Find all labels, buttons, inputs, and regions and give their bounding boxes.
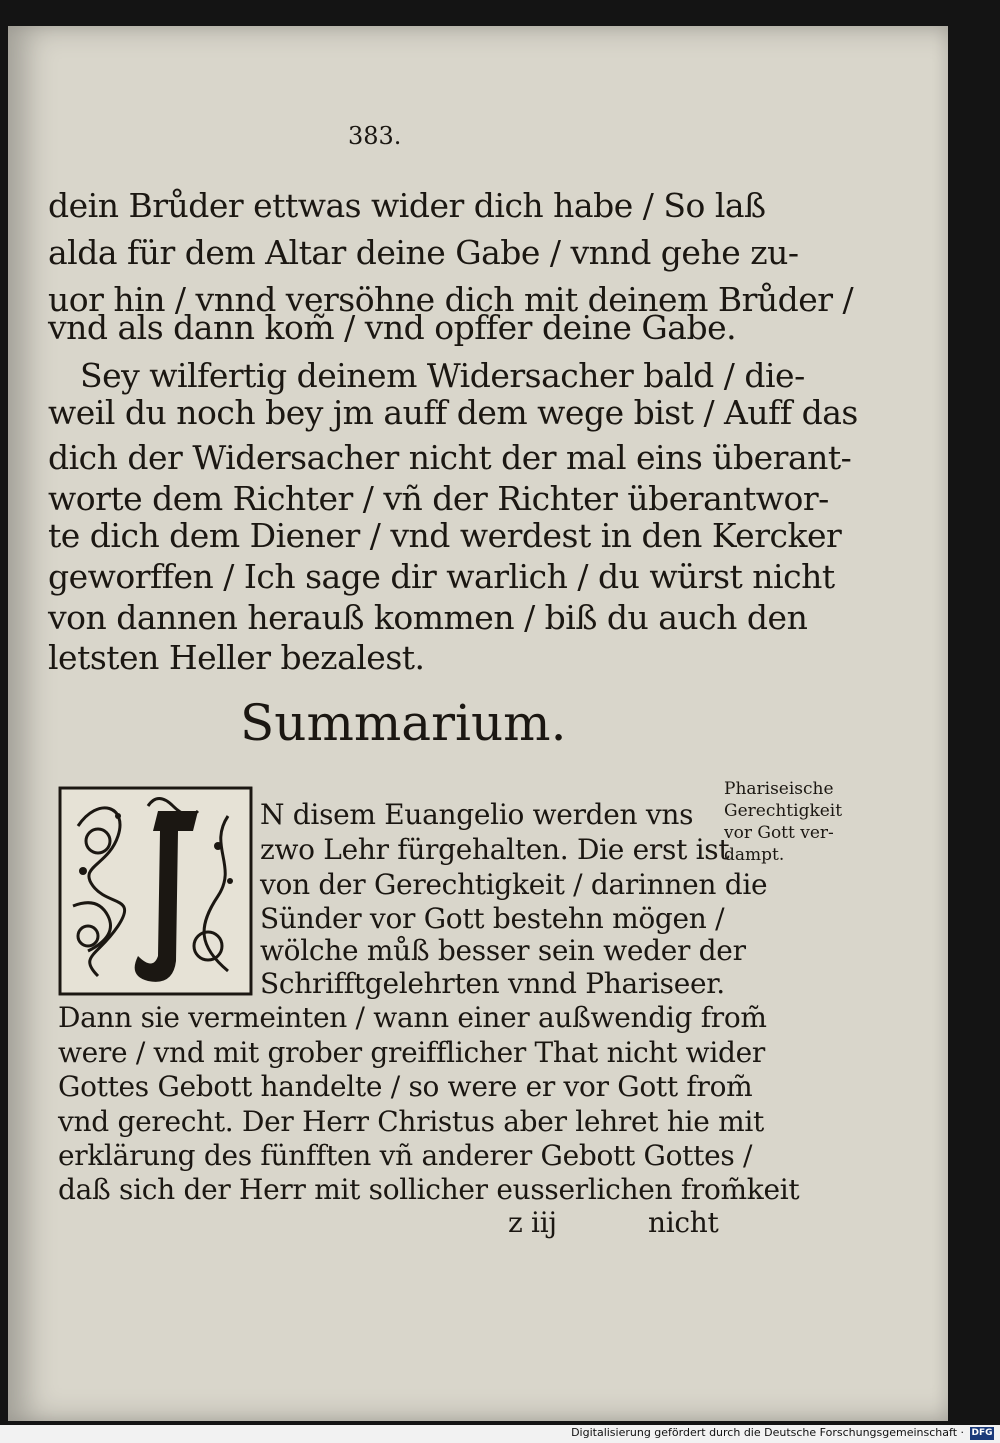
catchword: nicht	[648, 1206, 719, 1239]
summary-line: von der Gerechtigkeit / darinnen die	[260, 868, 768, 901]
summary-line: Dann sie vermeinten / wann einer außwendig from̃	[58, 1001, 767, 1034]
body-line: vnd als dann kom̃ / vnd opffer deine Gabe.	[48, 308, 737, 347]
signature-mark: z iij	[508, 1206, 557, 1239]
summary-line: wölche můß besser sein weder der	[260, 934, 746, 967]
dfg-logo-icon: DFG	[971, 1428, 993, 1438]
body-line: worte dem Richter / vñ der Richter überantwor-	[48, 479, 829, 518]
margin-note-line: vor Gott ver-	[724, 823, 834, 843]
summary-line: erklärung des fünfften vñ anderer Gebott Gottes /	[58, 1139, 753, 1172]
margin-note-line: dampt.	[724, 845, 785, 865]
body-line: alda für dem Altar deine Gabe / vnnd gehe zu-	[48, 233, 799, 272]
margin-note-line: Phariseische	[724, 779, 834, 799]
page-number: 383.	[348, 122, 402, 150]
summary-line: N disem Euangelio werden vns	[260, 798, 694, 831]
footer-bar	[0, 1425, 1000, 1443]
summary-line: daß sich der Herr mit sollicher eusserlichen from̃keit	[58, 1173, 800, 1206]
body-line: von dannen herauß kommen / biß du auch den	[48, 598, 808, 637]
summary-line: Schrifftgelehrten vnnd Phariseer.	[260, 967, 725, 1000]
body-line: te dich dem Diener / vnd werdest in den Kercker	[48, 516, 842, 555]
body-line: dein Brůder ettwas wider dich habe / So laß	[48, 186, 766, 225]
body-line: weil du noch bey jm auff dem wege bist / Auff das	[48, 393, 858, 432]
summary-line: zwo Lehr fürgehalten. Die erst ist	[260, 833, 730, 866]
summary-line: vnd gerecht. Der Herr Christus aber lehret hie mit	[58, 1105, 764, 1138]
margin-note-line: Gerechtigkeit	[724, 801, 843, 821]
body-line: dich der Widersacher nicht der mal eins überant-	[48, 438, 852, 477]
summary-line: Gottes Gebott handelte / so were er vor Gott from̃	[58, 1070, 753, 1103]
summary-heading: Summarium.	[240, 694, 567, 752]
body-line: Sey wilfertig deinem Widersacher bald / die-	[80, 356, 805, 395]
body-line: letsten Heller bezalest.	[48, 638, 425, 677]
body-line: uor hin / vnnd versöhne dich mit deinem Brůder /	[48, 280, 854, 319]
summary-line: Sünder vor Gott bestehn mögen /	[260, 902, 725, 935]
decorated-initial-icon	[58, 786, 253, 996]
footer-credit: Digitalisierung gefördert durch die Deutsche Forschungsgemeinschaft ·	[571, 1426, 964, 1439]
body-line: geworffen / Ich sage dir warlich / du würst nicht	[48, 557, 835, 596]
book-page	[8, 26, 948, 1421]
summary-line: were / vnd mit grober greifflicher That nicht wider	[58, 1036, 765, 1069]
